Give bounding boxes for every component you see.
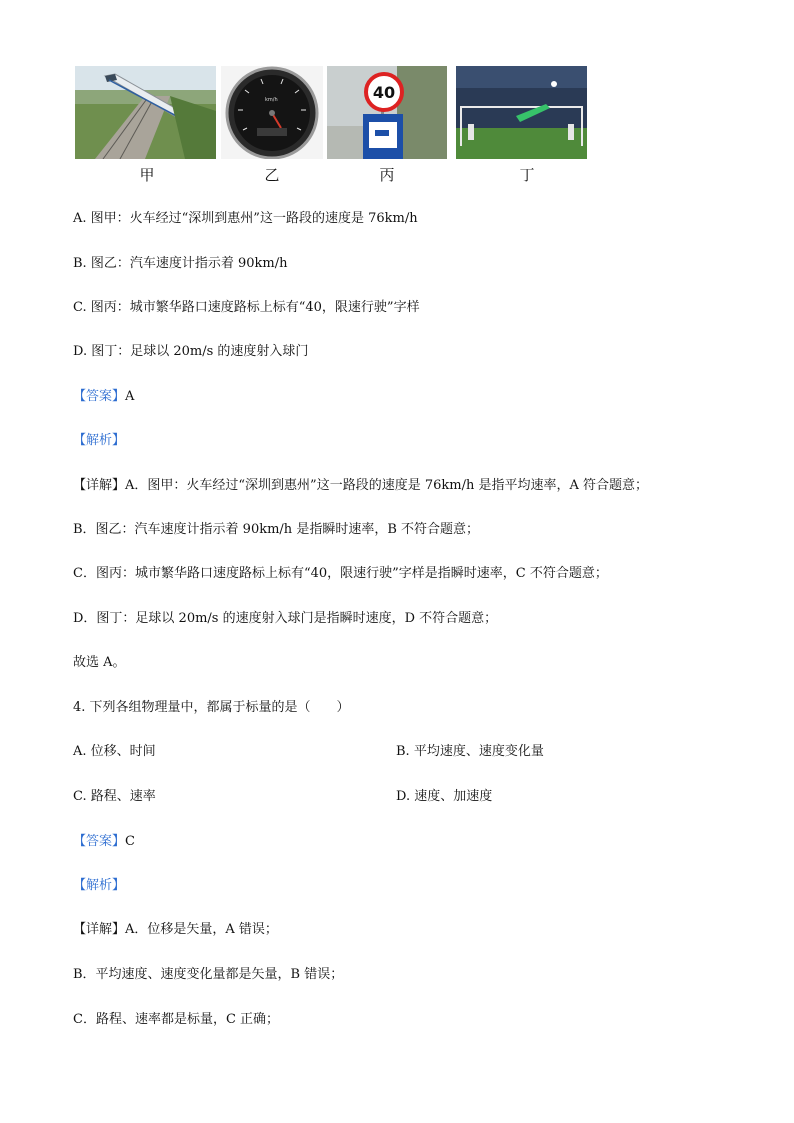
q4-option-c: C. 路程、速率 [73,789,156,804]
q3-detail-b: B．图乙：汽车速度计指示着 90km/h 是指瞬时速率，B 不符合题意； [73,522,480,537]
q4-option-a: A. 位移、时间 [73,744,156,759]
detail-label: 【详解】 [73,478,126,493]
q3-analysis [73,429,125,448]
detail-text: A．图甲：火车经过“深圳到惠州”这一路段的速度是 76km/h 是指平均速率，A 符合题意； [125,478,648,493]
q3-option-d: D. 图丁：足球以 20m/s 的速度射入球门 [73,344,309,359]
answer-label: 【答案】 [73,834,126,849]
figure-strip [75,66,595,186]
q3-conclusion: 故选 A。 [73,655,126,670]
caption-jia: 甲 [139,166,155,184]
q4-stem: 4. 下列各组物理量中，都属于标量的是（ ） [73,700,350,715]
speed-sign-photo [327,66,447,159]
q4-detail-a [73,918,278,937]
q4-option-b: B. 平均速度、速度变化量 [396,744,544,759]
football-photo [456,66,587,159]
q4-detail-b: B．平均速度、速度变化量都是矢量，B 错误； [73,967,344,982]
answer-value: C [125,834,135,849]
answer-label: 【答案】 [73,389,126,404]
detail-text: A．位移是矢量，A 错误； [125,922,278,937]
q3-detail-c: C．图丙：城市繁华路口速度路标上标有“40，限速行驶”字样是指瞬时速率，C 不符合题意； [73,566,608,581]
train-photo [75,66,216,159]
q3-option-b: B. 图乙：汽车速度计指示着 90km/h [73,256,288,271]
analysis-label: 【解析】 [73,433,126,448]
speedometer-unit: km/h [265,97,278,103]
q4-analysis [73,874,125,893]
analysis-label: 【解析】 [73,878,126,893]
q4-detail-c: C．路程、速率都是标量，C 正确； [73,1012,280,1027]
answer-value: A [125,389,135,404]
caption-ding: 丁 [519,166,535,184]
caption-bing: 丙 [379,166,395,184]
speed-limit-number: 40 [372,83,396,102]
q4-option-d: D. 速度、加速度 [396,789,493,804]
q4-answer [73,830,135,849]
q3-answer [73,385,134,404]
speedometer-photo [221,66,323,159]
caption-yi: 乙 [264,166,280,184]
q3-detail-d: D．图丁：足球以 20m/s 的速度射入球门是指瞬时速度，D 不符合题意； [73,611,498,626]
detail-label: 【详解】 [73,922,126,937]
q3-detail-a [73,474,648,493]
q3-option-a: A. 图甲：火车经过“深圳到惠州”这一路段的速度是 76km/h [73,211,418,226]
q3-option-c: C. 图丙：城市繁华路口速度路标上标有“40，限速行驶”字样 [73,300,420,315]
